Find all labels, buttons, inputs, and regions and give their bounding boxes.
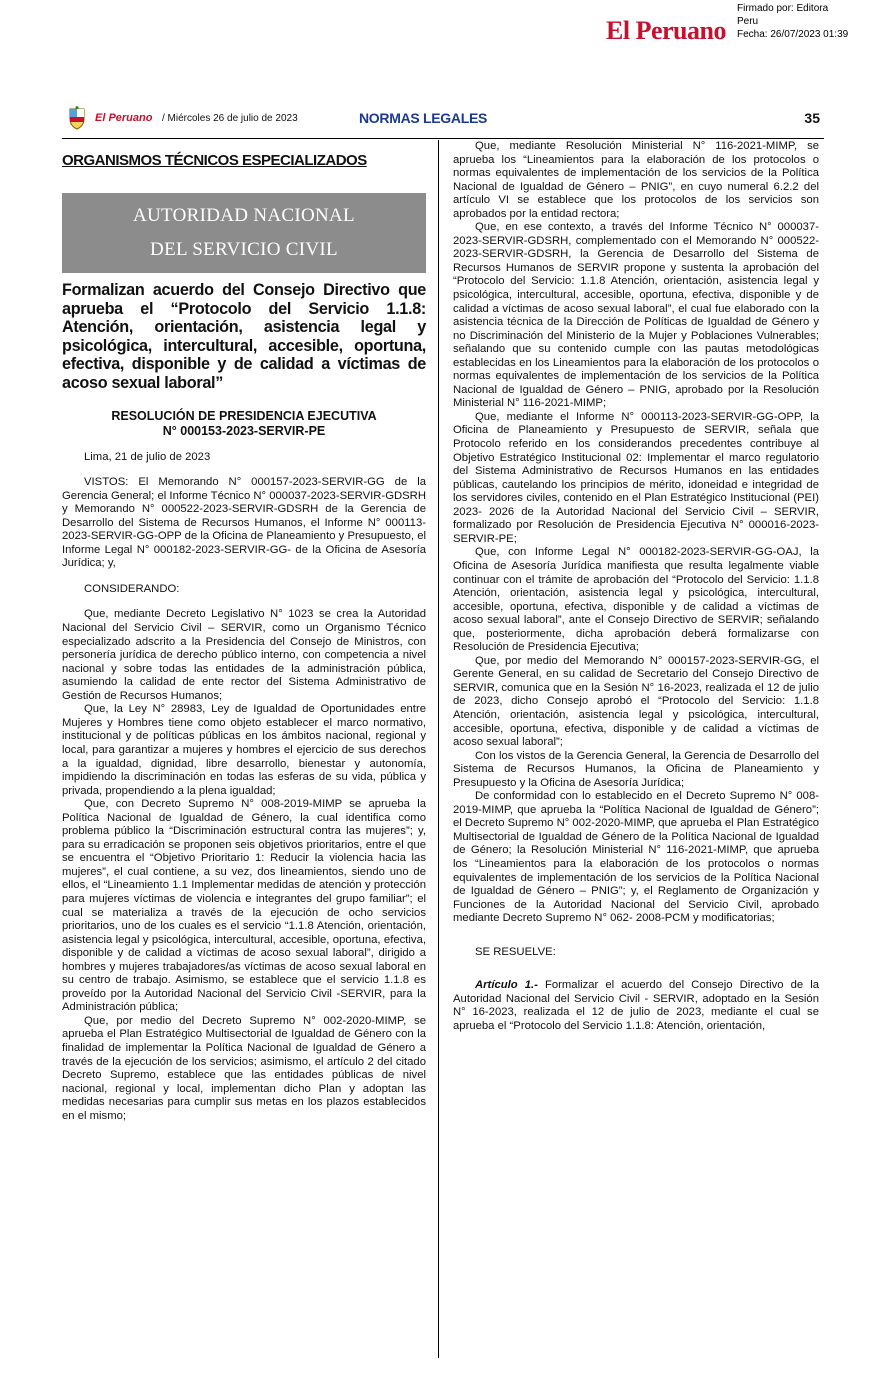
body-paragraph: Que, con Informe Legal N° 000182-2023-SERVIR-GG-OAJ, la Oficina de Asesoría Jurídica manifiesta que resulta legalmente viable continuar con el trámite de aprobación del “Protocolo del Servicio: 1.1.8 Atención, orientación, asistencia legal y psicológica, intercultural, accesible, oportuna, efectiva, disponible y de calidad a víctimas de acoso sexual laboral”, ante el Consejo Directivo de SERVIR; señalando que, posteriormente, dicha aprobación deberá formalizarse con Resolución de Presidencia Ejecutiva; <box>453 546 819 654</box>
article-1 <box>453 979 819 1033</box>
section-name: NORMAS LEGALES <box>359 110 488 126</box>
left-column <box>62 140 426 1123</box>
body-paragraph: De conformidad con lo establecido en el Decreto Supremo N° 008-2019-MIMP, que aprueba la “Política Nacional de Igualdad de Género”; el Decreto Supremo N° 002-2020-MIMP, que aprueba el Plan Estratégico Multisectorial de Igualdad de Género de la Política Nacional de Igualdad de Género; la Resolución Ministerial N° 116-2021-MIMP, que aprueba los “Lineamientos para la elaboración de los protocolos o normas equivalentes de implementación de los servicios de la Política Nacional de Igualdad de Género – PNIG”; y, el Reglamento de Organización y Funciones de la Autoridad Nacional del Servicio Civil, aprobado mediante Decreto Supremo N° 062- 2008-PCM y modificatorias; <box>453 790 820 925</box>
considerando-heading: CONSIDERANDO: <box>84 582 180 595</box>
place-date: Lima, 21 de julio de 2023 <box>84 450 211 463</box>
signature-line: Fecha: 26/07/2023 01:39 <box>737 29 849 40</box>
page-header <box>62 104 824 139</box>
body-paragraph: Que, mediante Resolución Ministerial N° 116-2021-MIMP, se aprueba los “Lineamientos para la elaboración de los protocolos o normas equivalentes de implementación de los servicios de la Política Nacional de Igualdad de Género – PNIG”, en cuyo numeral 6.2.2 del artículo VI se establece que los protocolos de los servicios son aprobados por la entidad rectora; <box>453 140 819 220</box>
signature-line: Firmado por: Editora <box>737 3 829 14</box>
publication-name: El Peruano <box>95 112 153 124</box>
organization-banner <box>62 193 426 273</box>
el-peruano-logo: El Peruano <box>606 16 726 45</box>
right-column <box>453 140 819 1033</box>
document-title: Formalizan acuerdo del Consejo Directivo que aprueba el “Protocolo del Servicio 1.1.8: Atención, orientación, asistencia legal y psicológica, intercultural, accesible, oportuna, efectiva, disponible y de calidad a víctimas de acoso sexual laboral” <box>62 281 426 392</box>
body-paragraph: Con los vistos de la Gerencia General, la Gerencia de Desarrollo del Sistema de Recursos Humanos, la Oficina de Planeamiento y Presupuesto y la Oficina de Asesoría Jurídica; <box>453 749 819 789</box>
peru-coat-of-arms-icon <box>68 106 86 130</box>
resolution-number: N° 000153-2023-SERVIR-PE <box>162 423 326 438</box>
body-paragraph: Que, la Ley N° 28983, Ley de Igualdad de Oportunidades entre Mujeres y Hombres tiene como objeto establecer el marco normativo, institucional y de políticas públicas en los ámbitos nacional, regional y local, para garantizar a mujeres y hombres el ejercicio de sus derechos a la igualdad, dignidad, libre desarrollo, bienestar y autonomía, impidiendo la discriminación en todas las esferas de su vida, pública y privada, propendiendo a la plena igualdad; <box>62 703 426 797</box>
issue-date: / Miércoles 26 de julio de 2023 <box>162 113 298 124</box>
page-number: 35 <box>804 110 820 126</box>
organization-name-line: AUTORIDAD NACIONAL <box>133 205 355 226</box>
body-paragraph: Que, con Decreto Supremo N° 008-2019-MIMP se aprueba la Política Nacional de Igualdad de Género, la cual identifica como problema público la “Discriminación estructural contra las mujeres”; y, para su erradicación se proponen seis objetivos prioritarios, entre el que se encuentra el “Objetivo Prioritario 1: Reducir la violencia hacia las mujeres”, el cual contiene, a su vez, dos lineamientos, siendo uno de ellos, el “Lineamiento 1.1 Implementar medidas de atención y protección para mujeres víctimas de violencia e integrantes del grupo familiar”; el cual se materializa a través de la ejecución de ocho servicios prioritarios, uno de los cuales es el servicio “1.1.8 Atención, orientación, asistencia legal y psicológica, intercultural, accesible, oportuna, efectiva, disponible y de calidad a víctimas de acoso sexual laboral”, dirigido a hombres y mujeres trabajadores/as víctimas de acoso sexual laboral en su centro de trabajo. Asimismo, se establece que el servicio 1.1.8 es proveído por la Autoridad Nacional del Servicio Civil -SERVIR, para la Administración pública; <box>62 798 426 1014</box>
body-paragraph: Que, mediante Decreto Legislativo N° 1023 se crea la Autoridad Nacional del Servicio Civil – SERVIR, como un Organismo Técnico especializado adscrito a la Presidencia del Consejo de Ministros, con personería jurídica de derecho público interno, con competencia a nivel nacional y sobre todas las entidades de la administración pública, asumiendo la calidad de ente rector del Sistema Administrativo de Gestión de Recursos Humanos; <box>62 608 426 702</box>
organization-name-line: DEL SERVICIO CIVIL <box>150 239 338 260</box>
body-paragraph: Que, por medio del Memorando N° 000157-2023-SERVIR-GG, el Gerente General, en su calidad de Secretario del Consejo Directivo de SERVIR, comunica que en la Sesión N° 16-2023, realizada el 12 de julio de 2023, dicho Consejo aprobó el “Protocolo del Servicio: 1.1.8 Atención, orientación, asistencia legal y psicológica, intercultural, accesible, oportuna, efectiva, disponible y de calidad a víctimas de acoso sexual laboral”; <box>453 654 819 749</box>
column-divider <box>438 140 439 1358</box>
resolution-type: RESOLUCIÓN DE PRESIDENCIA EJECUTIVA <box>111 408 377 423</box>
resolves-heading: SE RESUELVE: <box>475 945 556 958</box>
body-paragraph: Que, en ese contexto, a través del Informe Técnico N° 000037-2023-SERVIR-GDSRH, complementado con el Memorando N° 000522-2023-SERVIR-GDSRH, la Gerencia de Desarrollo del Sistema de Recursos Humanos de SERVIR propone y sustenta la aprobación del “Protocolo del Servicio: 1.1.8 Atención, orientación, asistencia legal y psicológica, intercultural, accesible, oportuna, efectiva, disponible y de calidad a víctimas de acoso sexual laboral”, el cual fue elaborado con la asistencia técnica de la Dirección de Políticas de Igualdad de Género y no Discriminación del Ministerio de la Mujer y Poblaciones Vulnerables; señalando que su contenido cumple con las pautas metodológicas establecidas en los Lineamientos para la elaboración de los protocolos o normas equivalentes de implementación de los servicios de la Política Nacional de Igualdad de Género – PNIG, aprobado por la Resolución Ministerial N° 116-2021-MIMP; <box>453 221 819 410</box>
body-paragraph: Que, mediante el Informe N° 000113-2023-SERVIR-GG-OPP, la Oficina de Planeamiento y Presupuesto de SERVIR, señala que Protocolo referido en los considerandos precedentes contribuye al Objetivo Estratégico Institucional 02: Implementar el marco regulatorio del Sistema Administrativo de Recursos Humanos en las entidades públicas, cautelando los principios de mérito, idoneidad e integridad de los servidores civiles, contenido en el Plan Estratégico Institucional (PEI) 2023- 2026 de la Autoridad Nacional del Servicio Civil – SERVIR, formalizado por Resolución de Presidencia Ejecutiva N° 000016-2023-SERVIR-PE; <box>453 410 819 545</box>
digital-signature <box>737 2 848 41</box>
article-label: Artículo 1.- <box>475 979 538 992</box>
section-heading: ORGANISMOS TÉCNICOS ESPECIALIZADOS <box>62 152 367 169</box>
body-paragraph: Que, por medio del Decreto Supremo N° 002-2020-MIMP, se aprueba el Plan Estratégico Multisectorial de Igualdad de Género con la finalidad de implementar la Política Nacional de Igualdad de Género a través de la ejecución de los servicios; asimismo, el artículo 2 del citado Decreto Supremo, establece que las entidades públicas de nivel nacional, regional y local, implementan dicho Plan y adoptan las medidas necesarias para cumplir sus metas en los plazos establecidos en el mismo; <box>62 1014 426 1122</box>
vistos-paragraph: VISTOS: El Memorando N° 000157-2023-SERVIR-GG de la Gerencia General; el Informe Técnico N° 000037-2023-SERVIR-GDSRH y Memorando N° 000522-2023-SERVIR-GDSRH de la Gerencia de Desarrollo del Sistema de Recursos Humanos, el Informe N° 000113-2023-SERVIR-GG-OPP de la Oficina de Planeamiento y Presupuesto, el Informe Legal N° 000182-2023-SERVIR-GG- de la Oficina de Asesoría Jurídica; y, <box>62 476 426 570</box>
resolution-title <box>62 409 426 439</box>
signature-line: Peru <box>737 16 759 27</box>
article-text: Formalizar el acuerdo del Consejo Directivo de la Autoridad Nacional del Servicio Civil - SERVIR, adoptado en la Sesión N° 16-2023, realizada el 12 de julio de 2023, mediante el cual se aprueba el “Protocolo del Servicio 1.1.8: Atención, orientación, <box>453 979 820 1032</box>
